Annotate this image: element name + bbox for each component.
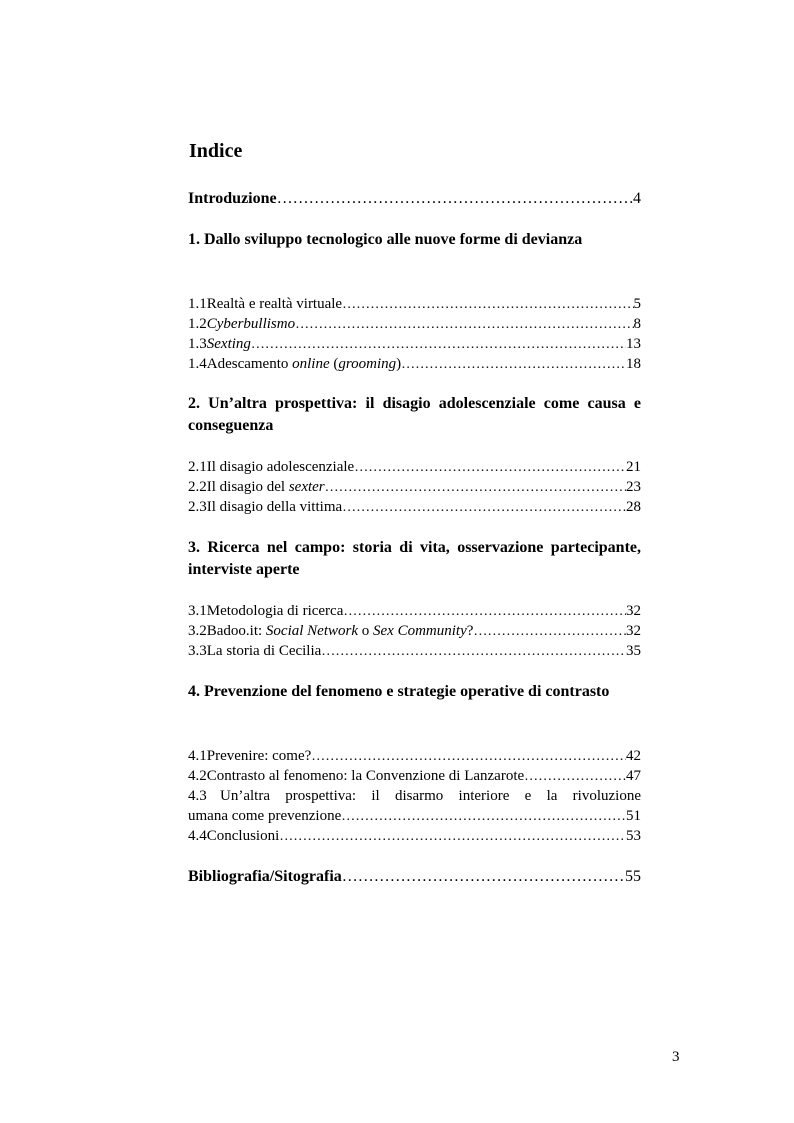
- toc-label: Prevenire: come?: [206, 748, 312, 764]
- toc-number: 3.2: [188, 623, 207, 639]
- toc-entry-bibliografia: [188, 867, 641, 887]
- chapter-3-heading: 3. Ricerca nel campo: storia di vita, osservazione partecipante, interviste aperte: [188, 539, 641, 578]
- toc-label-part: Sex Community: [373, 623, 467, 639]
- toc-page: 18: [626, 356, 641, 372]
- dot-leader: [321, 641, 626, 662]
- dot-leader: [473, 621, 626, 642]
- toc-label: Un’altra prospettiva: il disarmo interiore e la rivoluzione: [220, 788, 641, 804]
- toc-entry: [188, 294, 641, 315]
- toc-label-part: Social Network: [265, 623, 358, 639]
- dot-leader: [279, 826, 626, 847]
- dot-leader: [325, 477, 626, 498]
- dot-leader: [343, 601, 626, 622]
- toc-label-part: Adescamento: [206, 356, 293, 372]
- toc-page: 51: [626, 808, 641, 824]
- toc-entry-multiline-first: [188, 786, 641, 806]
- toc-page: 13: [626, 336, 641, 352]
- toc-label-part: online: [292, 356, 330, 372]
- chapter-4-heading: 4. Prevenzione del fenomeno e strategie operative di contrasto: [188, 683, 610, 700]
- toc-entry-multiline-second: [188, 806, 641, 827]
- dot-leader: [342, 867, 625, 887]
- toc-label: Metodologia di ricerca: [206, 603, 344, 619]
- toc-page: 53: [626, 828, 641, 844]
- toc-page: 21: [626, 459, 641, 475]
- toc-label: Il disagio della vittima: [206, 499, 343, 515]
- chapter-1-heading: 1. Dallo sviluppo tecnologico alle nuove forme di devianza: [188, 231, 583, 248]
- toc-number: 1.4: [188, 356, 207, 372]
- dot-leader: [311, 746, 626, 767]
- toc-label: umana come prevenzione: [188, 808, 342, 824]
- toc-entry: [188, 334, 641, 355]
- toc-label-part: grooming: [338, 356, 397, 372]
- dot-leader: [295, 314, 633, 335]
- toc-number: 1.3: [188, 336, 207, 352]
- dot-leader: [524, 766, 626, 787]
- toc-entry: [188, 601, 641, 622]
- toc-label: Bibliografia/Sitografia: [188, 868, 342, 885]
- toc-entry-introduzione: [188, 189, 641, 209]
- toc-label: Sexting: [206, 336, 251, 352]
- toc-page: 4: [633, 190, 641, 207]
- toc-number: 4.4: [188, 828, 207, 844]
- chapter-2-heading: 2. Un’altra prospettiva: il disagio adolescenziale come causa e conseguenza: [188, 395, 641, 434]
- toc-number: 3.3: [188, 643, 207, 659]
- toc-number: 2.2: [188, 479, 207, 495]
- toc-entry: [188, 621, 641, 642]
- dot-leader: [354, 457, 626, 478]
- toc-entry: [188, 746, 641, 767]
- toc-entry: [188, 457, 641, 478]
- toc-entry: [188, 826, 641, 847]
- toc-label: Introduzione: [188, 190, 277, 207]
- dot-leader: [277, 189, 633, 209]
- page-number: 3: [672, 1049, 680, 1065]
- toc-number: 3.1: [188, 603, 207, 619]
- toc-label: Conclusioni: [206, 828, 280, 844]
- toc-number: 4.1: [188, 748, 207, 764]
- toc-label: Realtà e realtà virtuale: [206, 296, 343, 312]
- toc-label-part: o: [358, 623, 373, 639]
- toc-label: Contrasto al fenomeno: la Convenzione di Lanzarote: [206, 768, 525, 784]
- toc-label-part: Il disagio del: [206, 479, 289, 495]
- toc-label-part: Badoo.it:: [206, 623, 266, 639]
- toc-page: 47: [626, 768, 641, 784]
- toc-label-part: ?: [466, 623, 474, 639]
- toc-entry: [188, 477, 641, 498]
- toc-number: 1.1: [188, 296, 207, 312]
- toc-page: 23: [626, 479, 641, 495]
- toc-label-part: ): [396, 356, 402, 372]
- dot-leader: [342, 294, 633, 315]
- toc-entry: [188, 766, 641, 787]
- toc-label-part: (: [329, 356, 339, 372]
- dot-leader: [342, 497, 626, 518]
- toc-label: Il disagio adolescenziale: [206, 459, 355, 475]
- toc-page: 28: [626, 499, 641, 515]
- toc-page: 55: [625, 868, 641, 885]
- toc-number: 2.3: [188, 499, 207, 515]
- dot-leader: [341, 806, 626, 827]
- toc-page: 32: [626, 623, 641, 639]
- toc-label: La storia di Cecilia: [206, 643, 322, 659]
- toc-entry: [188, 641, 641, 662]
- toc-entry: [188, 497, 641, 518]
- toc-page: 42: [626, 748, 641, 764]
- toc-page: 5: [633, 296, 641, 312]
- toc-label-part: sexter: [288, 479, 325, 495]
- toc-number: 4.2: [188, 768, 207, 784]
- toc-number: 1.2: [188, 316, 207, 332]
- toc-page: 35: [626, 643, 641, 659]
- toc-page: 8: [633, 316, 641, 332]
- dot-leader: [401, 354, 626, 375]
- toc-page: 32: [626, 603, 641, 619]
- toc-entry: [188, 314, 641, 335]
- toc-entry: [188, 354, 641, 375]
- dot-leader: [251, 334, 626, 355]
- toc-label: Cyberbullismo: [206, 316, 296, 332]
- toc-number: 2.1: [188, 459, 207, 475]
- toc-number: 4.3: [188, 788, 207, 804]
- page-title: Indice: [189, 140, 243, 162]
